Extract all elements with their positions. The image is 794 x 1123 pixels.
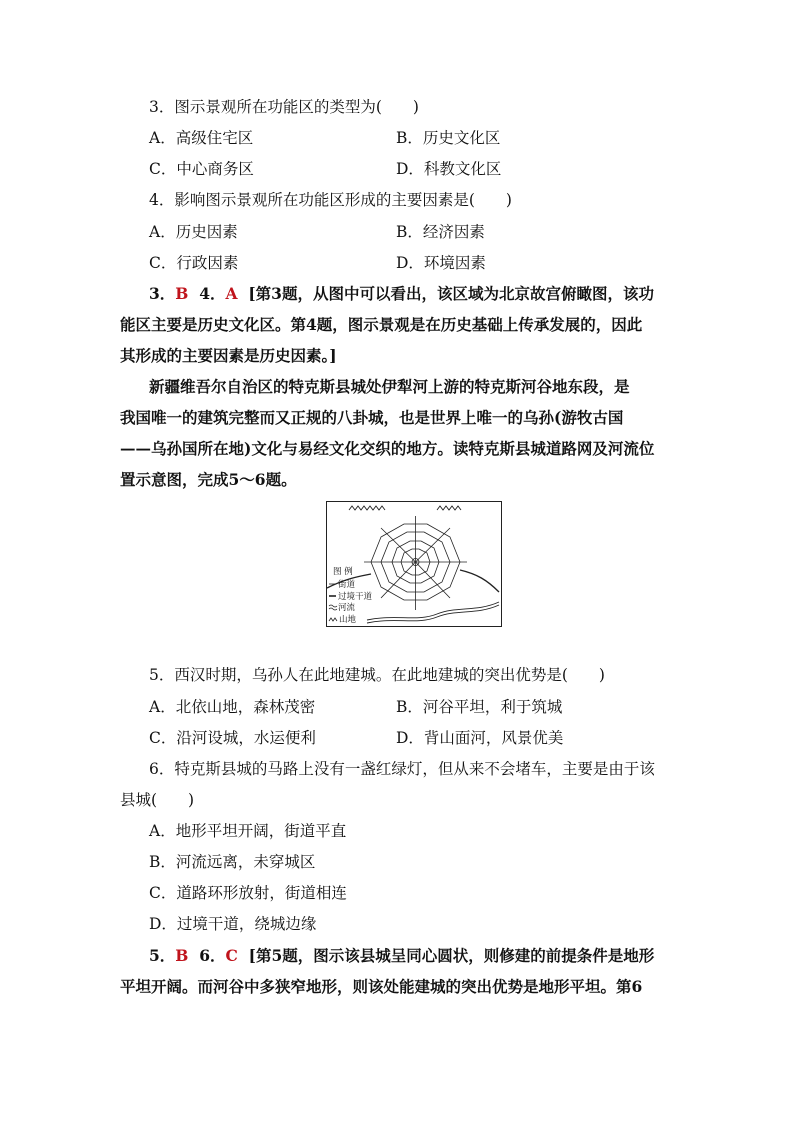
answer-5-6-line1	[149, 946, 654, 966]
answer-5-letter: B	[175, 946, 189, 965]
answer-5-number: 5．	[149, 946, 176, 965]
road-network-map	[326, 501, 502, 627]
q5-option-a: A．北依山地，森林茂密	[149, 698, 316, 716]
passage-line-3: ——乌孙国所在地)文化与易经文化交织的地方。读特克斯县城道路网及河流位	[120, 439, 655, 458]
q5-option-d: D．背山面河，风景优美	[396, 729, 564, 747]
answer-4-number: 4．	[199, 284, 226, 303]
q5-option-b: B．河谷平坦，利于筑城	[396, 698, 563, 716]
q5-option-c: C．沿河设城，水运便利	[149, 729, 316, 747]
legend-river-symbol-2	[329, 608, 337, 610]
answer-4-letter: A	[225, 284, 238, 303]
mountain-north-icon	[349, 506, 385, 510]
answer-3-number: 3．	[149, 284, 176, 303]
answer-6-letter: C	[225, 946, 238, 965]
radial-streets	[364, 516, 467, 610]
legend-mountain-icon	[329, 618, 337, 621]
legend-mountain: 山地	[339, 615, 357, 625]
legend-river-symbol	[329, 605, 337, 607]
road-network-map-svg	[327, 502, 501, 626]
q4-option-b: B．经济因素	[396, 223, 485, 241]
passage-line-1: 新疆维吾尔自治区的特克斯县城处伊犁河上游的特克斯河谷地东段，是	[149, 377, 630, 396]
q5-stem: 5．西汉时期，乌孙人在此地建城。在此地建城的突出优势是( )	[149, 666, 605, 684]
legend-through-road: 过境干道	[338, 592, 373, 602]
through-road-east	[460, 570, 499, 592]
answer-3-letter: B	[175, 284, 189, 303]
q6-option-b: B．河流远离，未穿城区	[149, 853, 316, 871]
answer-5-6-explanation-1: [第5题，图示该县城呈同心圆状，则修建的前提条件是地形	[248, 946, 655, 965]
q3-option-d: D．科教文化区	[396, 160, 502, 178]
legend-river: 河流	[338, 603, 356, 613]
passage-line-2: 我国唯一的建筑完整而又正规的八卦城，也是世界上唯一的乌孙(游牧古国	[120, 408, 624, 427]
q3-option-b: B．历史文化区	[396, 129, 501, 147]
mountain-north-east-icon	[437, 506, 461, 510]
q6-stem-line-1: 6．特克斯县城的马路上没有一盏红绿灯，但从来不会堵车，主要是由于该	[149, 760, 655, 778]
q4-option-a: A．历史因素	[149, 223, 238, 241]
q3-option-a: A．高级住宅区	[149, 129, 254, 147]
answer-6-number: 6．	[199, 946, 226, 965]
answer-3-4-explanation-1: [第3题，从图中可以看出，该区域为北京故宫俯瞰图，该功	[248, 284, 654, 303]
q4-stem: 4．影响图示景观所在功能区形成的主要因素是( )	[149, 191, 512, 209]
answer-3-4-explanation-3: 其形成的主要因素是历史因素。]	[120, 346, 337, 365]
q6-option-c: C．道路环形放射，街道相连	[149, 884, 347, 902]
q4-option-c: C．行政因素	[149, 254, 239, 272]
q6-option-a: A．地形平坦开阔，街道平直	[149, 822, 347, 840]
q3-option-c: C．中心商务区	[149, 160, 254, 178]
passage-line-4: 置示意图，完成5～6题。	[120, 470, 297, 489]
answer-3-4-explanation-2: 能区主要是历史文化区。第4题，图示景观是在历史基础上传承发展的，因此	[120, 315, 643, 334]
legend-title: 图 例	[333, 567, 353, 577]
answer-3-4-line1	[149, 284, 654, 304]
answer-5-6-explanation-2: 平坦开阔。而河谷中多狭窄地形，则该处能建城的突出优势是地形平坦。第6	[120, 977, 643, 996]
q3-stem: 3．图示景观所在功能区的类型为( )	[149, 98, 419, 116]
q6-stem-line-2: 县城( )	[120, 791, 195, 809]
q4-option-d: D．环境因素	[396, 254, 486, 272]
legend-street: 街道	[338, 580, 356, 590]
q6-option-d: D．过境干道，绕城边缘	[149, 915, 317, 933]
